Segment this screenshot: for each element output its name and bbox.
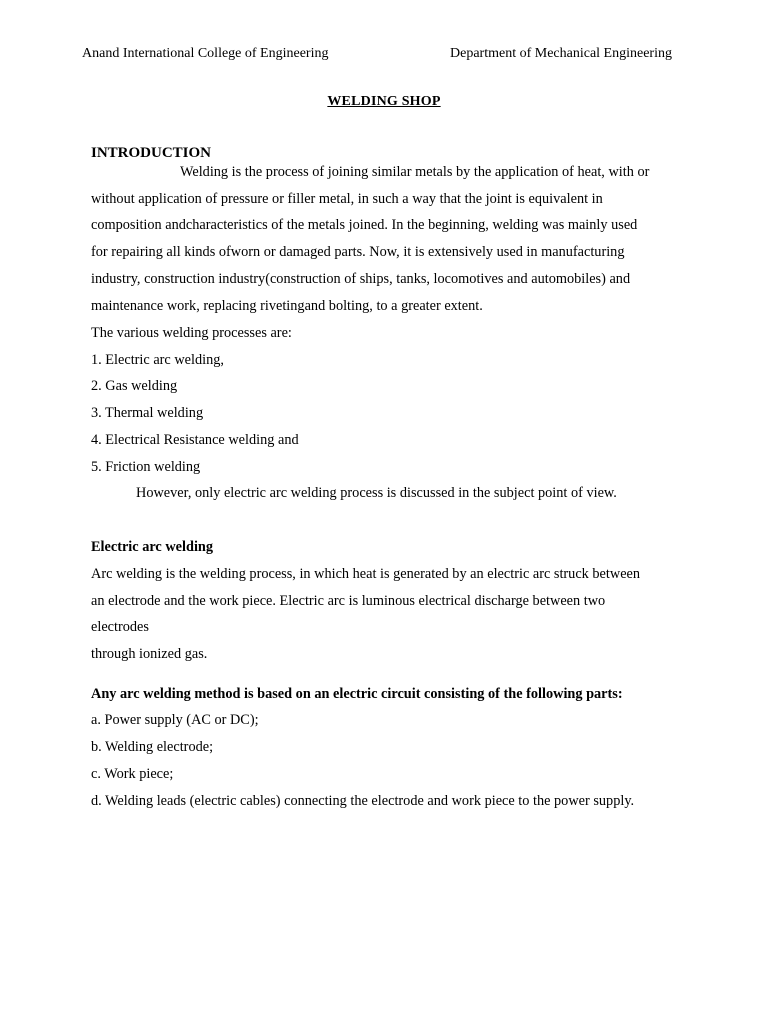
- circuit-part: a. Power supply (AC or DC);: [91, 712, 259, 728]
- process-item: 3. Thermal welding: [91, 405, 204, 421]
- circuit-part: c. Work piece;: [91, 766, 174, 782]
- arc-line: an electrode and the work piece. Electric arc is luminous electrical discharge between two: [91, 593, 606, 609]
- circuit-part: b. Welding electrode;: [91, 739, 214, 755]
- arc-line: Arc welding is the welding process, in which heat is generated by an electric arc struck between: [91, 566, 641, 582]
- processes-intro: The various welding processes are:: [91, 325, 292, 341]
- intro-line: for repairing all kinds ofworn or damaged parts. Now, it is extensively used in manufacturing: [91, 244, 625, 260]
- process-item: 5. Friction welding: [91, 459, 201, 475]
- intro-line: maintenance work, replacing rivetingand bolting, to a greater extent.: [91, 298, 483, 314]
- intro-line: without application of pressure or filler metal, in such a way that the joint is equivalent in: [91, 191, 603, 207]
- circuit-heading: Any arc welding method is based on an electric circuit consisting of the following parts:: [91, 686, 623, 702]
- intro-line: composition andcharacteristics of the metals joined. In the beginning, welding was mainly used: [91, 217, 638, 233]
- intro-line: Welding is the process of joining similar metals by the application of heat, with or: [180, 164, 650, 180]
- header-department: Department of Mechanical Engineering: [450, 46, 672, 61]
- process-item: 1. Electric arc welding,: [91, 352, 224, 368]
- intro-line: industry, construction industry(construction of ships, tanks, locomotives and automobiles) and: [91, 271, 631, 287]
- header-college-name: Anand International College of Engineering: [82, 46, 329, 61]
- arc-welding-heading: Electric arc welding: [91, 539, 214, 555]
- intro-heading: INTRODUCTION: [91, 145, 212, 161]
- arc-line: electrodes: [91, 619, 149, 635]
- scope-note: However, only electric arc welding process is discussed in the subject point of view.: [136, 485, 617, 501]
- process-item: 4. Electrical Resistance welding and: [91, 432, 299, 448]
- arc-line: through ionized gas.: [91, 646, 208, 662]
- circuit-part: d. Welding leads (electric cables) connecting the electrode and work piece to the power supply.: [91, 793, 635, 809]
- page-title: WELDING SHOP: [327, 94, 441, 109]
- process-item: 2. Gas welding: [91, 378, 178, 394]
